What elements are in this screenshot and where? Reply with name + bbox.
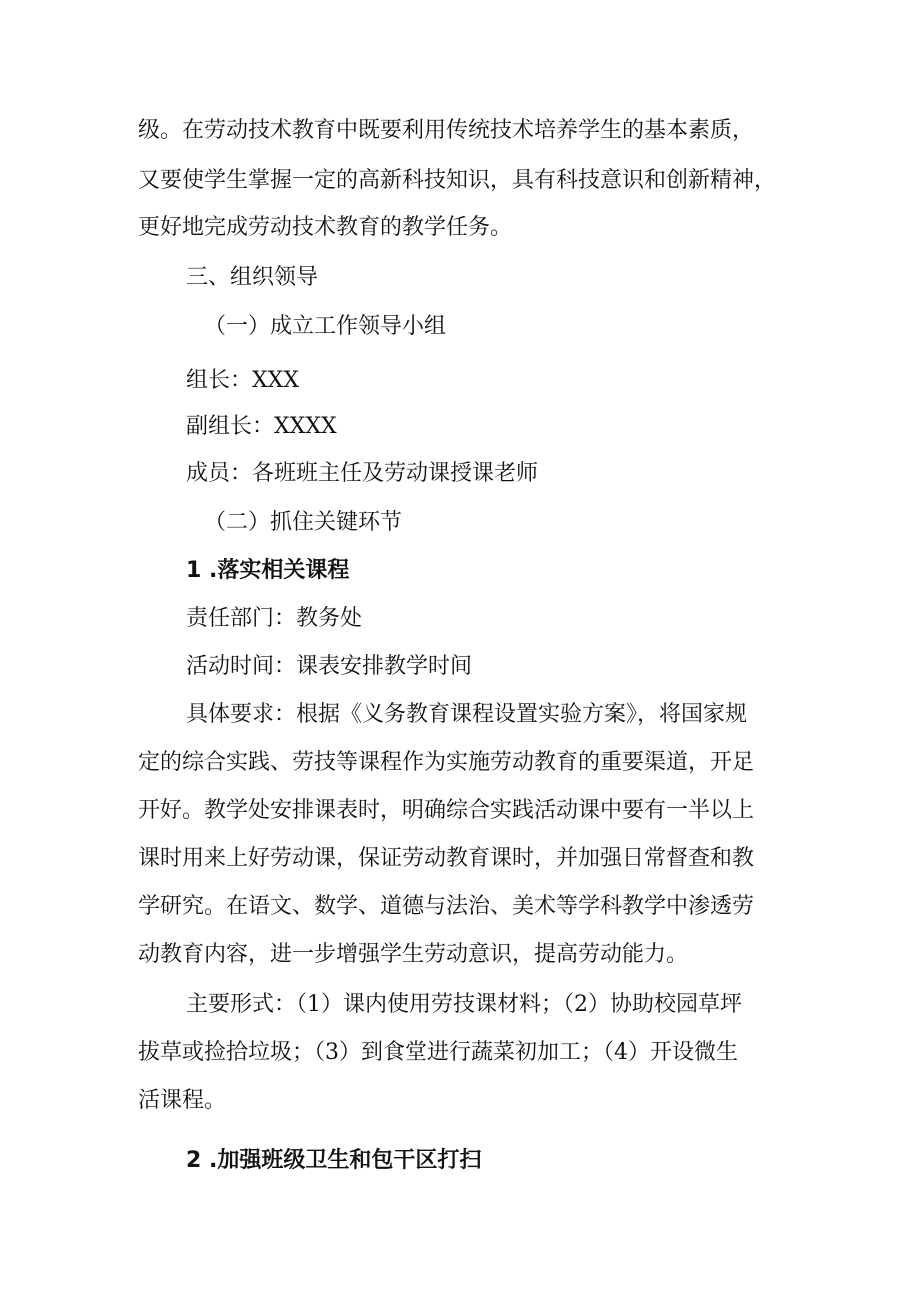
requirements-line-4: 课时用来上好劳动课，保证劳动教育课时，并加强日常督查和教 [138, 846, 755, 871]
intro-line-3: 更好地完成劳动技术教育的教学任务。 [138, 215, 513, 240]
forms-line-3: 活课程。 [138, 1088, 227, 1113]
requirements-line-3: 开好。教学处安排课表时，明确综合实践活动课中要有一半以上 [138, 798, 755, 823]
forms-line-2: 拔草或捡拾垃圾；（3）到食堂进行蔬菜初加工；（4）开设微生 [138, 1040, 738, 1065]
leader-line: 组长：XXX [186, 368, 299, 393]
item-one-title: 1 .落实相关课程 [186, 558, 350, 583]
deputy-leader-line: 副组长：XXXX [186, 414, 337, 439]
requirements-line-1: 具体要求：根据《义务教育课程设置实验方案》，将国家规 [186, 702, 748, 727]
subsection-two-title: （二）抓住关键环节 [204, 510, 403, 535]
item-two-title: 2 .加强班级卫生和包干区打扫 [186, 1148, 482, 1173]
department-line: 责任部门：教务处 [186, 606, 363, 631]
forms-line-1: 主要形式：（1）课内使用劳技课材料；（2）协助校园草坪 [186, 992, 742, 1017]
section-three-title: 三、组织领导 [186, 265, 319, 290]
requirements-line-6: 动教育内容，进一步增强学生劳动意识，提高劳动能力。 [138, 942, 689, 967]
requirements-line-5: 学研究。在语文、数学、道德与法治、美术等学科教学中渗透劳 [138, 894, 755, 919]
subsection-one-title: （一）成立工作领导小组 [204, 314, 447, 339]
requirements-line-2: 定的综合实践、劳技等课程作为实施劳动教育的重要渠道，开足 [138, 750, 755, 775]
intro-line-2: 又要使学生掌握一定的高新科技知识，具有科技意识和创新精神， [138, 168, 777, 193]
activity-time-line: 活动时间：课表安排教学时间 [186, 654, 473, 679]
members-line: 成员：各班班主任及劳动课授课老师 [186, 461, 539, 486]
intro-line-1: 级。在劳动技术教育中既要利用传统技术培养学生的基本素质， [138, 118, 755, 143]
